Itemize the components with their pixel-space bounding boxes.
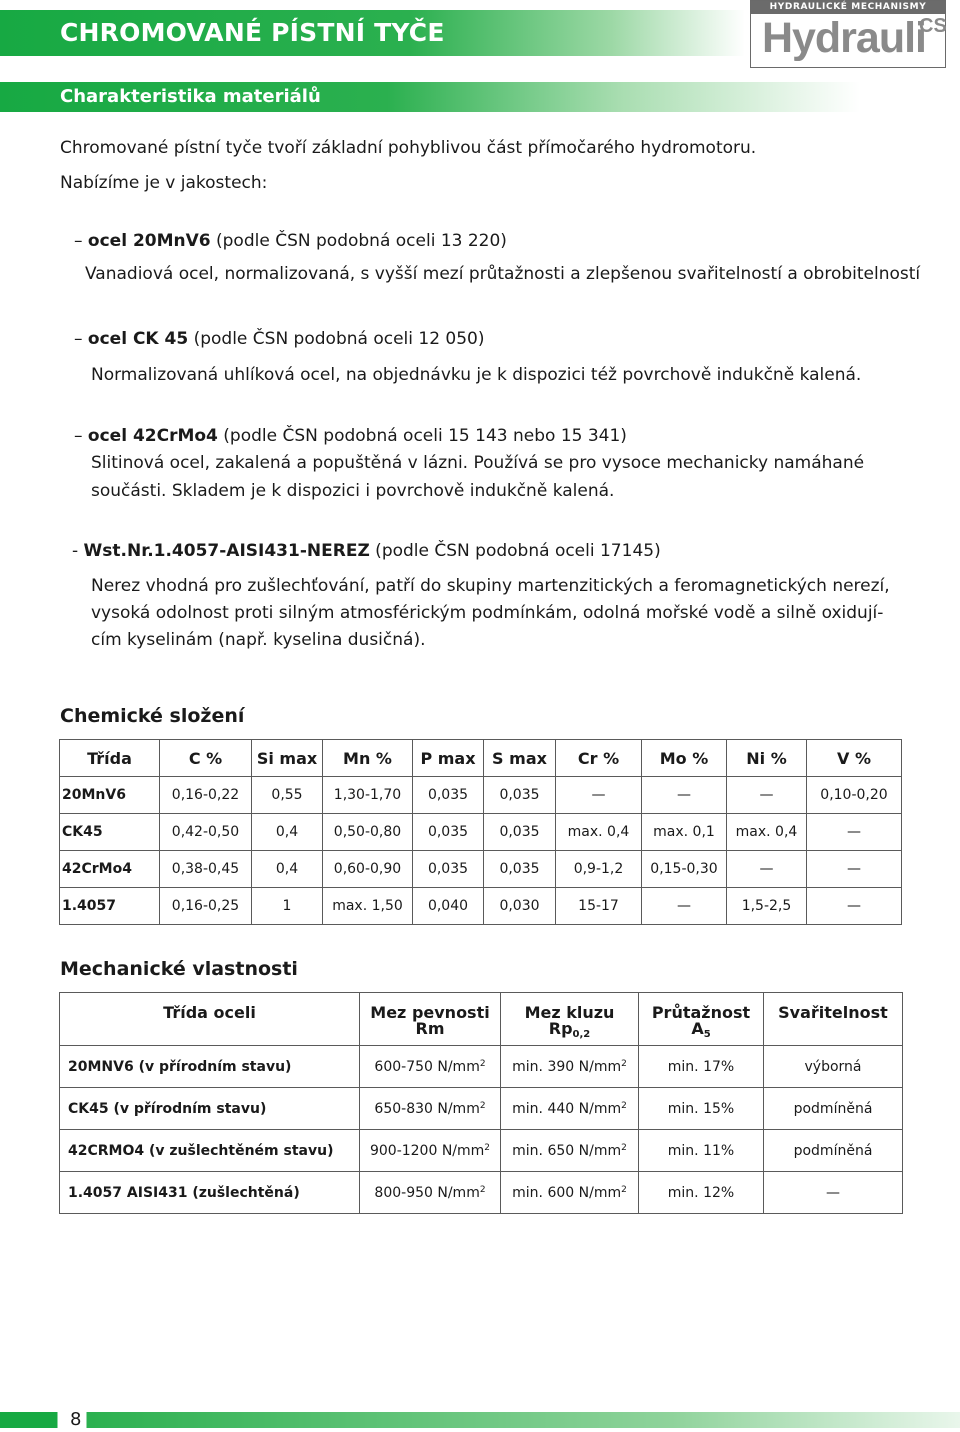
material-heading	[72, 541, 661, 561]
mech-header-text: Mez kluzu	[524, 1003, 615, 1022]
mech-header-text: Průtažnost	[651, 1003, 751, 1022]
material-prefix: –	[74, 426, 88, 446]
mech-value: 800-950 N/mm	[374, 1184, 480, 1201]
chem-cell: 0,42-0,50	[160, 814, 252, 851]
mech-cell-yield	[501, 1172, 639, 1214]
chem-cell: 0,15-0,30	[642, 851, 727, 888]
chem-header-row	[60, 740, 902, 777]
mech-section-title: Mechanické vlastnosti	[60, 958, 298, 980]
intro-line-1: Chromované pístní tyče tvoří základní pohyblivou část přímočarého hydromotoru.	[60, 138, 757, 158]
mech-cell-class: 1.4057 AISI431 (zušlechtěná)	[60, 1172, 360, 1214]
chem-cell: 0,4	[252, 814, 323, 851]
mech-cell-weldability: —	[764, 1172, 903, 1214]
chem-cell-grade: 42CrMo4	[60, 851, 160, 888]
chem-row	[60, 777, 902, 814]
chem-cell: max. 0,4	[556, 814, 642, 851]
material-prefix: –	[74, 231, 88, 251]
chem-cell: 0,035	[413, 814, 484, 851]
material-name: ocel 42CrMo4	[87, 426, 218, 446]
material-note: (podle ČSN podobná oceli 15 143 nebo 15 341)	[217, 426, 627, 446]
mech-table	[59, 992, 903, 1214]
material-name: Wst.Nr.1.4057-AISI431-NEREZ	[83, 541, 370, 561]
chem-cell: 0,10-0,20	[807, 777, 902, 814]
chem-cell: max. 0,1	[642, 814, 727, 851]
mech-header-tensile	[360, 993, 501, 1046]
chem-cell: 0,035	[413, 851, 484, 888]
mech-cell-weldability: výborná	[764, 1046, 903, 1088]
unit-superscript: 2	[621, 1100, 627, 1111]
chem-cell: 15-17	[556, 888, 642, 925]
chem-header-cell: Třída	[60, 740, 160, 777]
mech-cell-elongation: min. 11%	[639, 1130, 764, 1172]
mech-cell-tensile	[360, 1172, 501, 1214]
chem-cell: 0,38-0,45	[160, 851, 252, 888]
material-heading	[74, 231, 507, 251]
intro-line-2: Nabízíme je v jakostech:	[60, 173, 268, 193]
mech-row	[60, 1046, 903, 1088]
chem-row	[60, 888, 902, 925]
chem-cell: —	[807, 888, 902, 925]
chem-cell: —	[807, 851, 902, 888]
company-logo	[750, 0, 946, 68]
chem-header-cell: S max	[484, 740, 556, 777]
material-description: vysoká odolnost proti silným atmosférickým podmínkám, odolná mořské vodě a silně oxidují-	[91, 603, 884, 623]
mech-row	[60, 1172, 903, 1214]
material-note: (podle ČSN podobná oceli 13 220)	[210, 231, 507, 251]
chem-cell: 0,4	[252, 851, 323, 888]
chem-header-cell: C %	[160, 740, 252, 777]
chem-cell: 0,035	[484, 777, 556, 814]
mech-header-subscript: 0,2	[572, 1029, 591, 1040]
mech-cell-elongation: min. 15%	[639, 1088, 764, 1130]
material-prefix: -	[72, 541, 84, 561]
chem-cell: 1,5-2,5	[727, 888, 807, 925]
material-description: součásti. Skladem je k dispozici i povrchově indukčně kalená.	[91, 481, 615, 501]
mech-value: min. 390 N/mm	[512, 1058, 622, 1075]
logo-wordmark-text: Hydrauli	[761, 14, 926, 62]
mech-cell-elongation: min. 17%	[639, 1046, 764, 1088]
chem-cell: 0,9-1,2	[556, 851, 642, 888]
mech-header-text: Mez pevnosti	[370, 1003, 490, 1022]
chem-header-cell: P max	[413, 740, 484, 777]
logo-tagline: HYDRAULICKÉ MECHANISMY	[751, 1, 945, 14]
chem-cell: 0,030	[484, 888, 556, 925]
material-name: ocel 20MnV6	[87, 231, 211, 251]
chem-cell: 0,50-0,80	[323, 814, 413, 851]
chem-header-cell: Cr %	[556, 740, 642, 777]
mech-header-elongation	[639, 993, 764, 1046]
chem-cell: max. 1,50	[323, 888, 413, 925]
chem-cell: —	[642, 888, 727, 925]
unit-superscript: 2	[621, 1142, 627, 1153]
chem-header-cell: V %	[807, 740, 902, 777]
mech-header-subscript: 5	[703, 1029, 711, 1040]
material-name: ocel CK 45	[87, 329, 189, 349]
material-description: Slitinová ocel, zakalená a popuštěná v lázni. Používá se pro vysoce mechanicky namáhané	[91, 453, 865, 473]
chem-cell: 0,040	[413, 888, 484, 925]
mech-header-class: Třída oceli	[60, 993, 360, 1046]
chem-cell: 0,035	[413, 777, 484, 814]
mech-header-symbol: Rm	[415, 1019, 445, 1038]
mech-cell-class: 20MNV6 (v přírodním stavu)	[60, 1046, 360, 1088]
mech-header-row	[60, 993, 903, 1046]
chem-section-title: Chemické složení	[60, 705, 245, 727]
mech-cell-class: CK45 (v přírodním stavu)	[60, 1088, 360, 1130]
material-prefix: –	[74, 329, 88, 349]
section-title: Charakteristika materiálů	[60, 86, 321, 107]
chem-header-cell: Si max	[252, 740, 323, 777]
chem-header-cell: Mo %	[642, 740, 727, 777]
chem-header-cell: Ni %	[727, 740, 807, 777]
material-note: (podle ČSN podobná oceli 12 050)	[188, 329, 485, 349]
chem-cell-grade: 20MnV6	[60, 777, 160, 814]
chem-cell: —	[727, 851, 807, 888]
mech-header-symbol: Rp	[548, 1019, 573, 1038]
mech-row	[60, 1130, 903, 1172]
mech-header-weldability: Svařitelnost	[764, 993, 903, 1046]
material-description: Nerez vhodná pro zušlechťování, patří do skupiny martenzitických a feromagnetických nerezí,	[91, 576, 890, 596]
chem-cell-grade: 1.4057	[60, 888, 160, 925]
page-number: 8	[66, 1409, 85, 1430]
chem-cell: 0,16-0,25	[160, 888, 252, 925]
chem-row	[60, 814, 902, 851]
chem-row	[60, 851, 902, 888]
chem-cell: —	[556, 777, 642, 814]
material-description: cím kyselinám (např. kyselina dusičná).	[91, 630, 426, 650]
mech-value: min. 650 N/mm	[512, 1142, 622, 1159]
mech-cell-weldability: podmíněná	[764, 1130, 903, 1172]
chem-cell: 0,035	[484, 814, 556, 851]
chem-cell: 1	[252, 888, 323, 925]
unit-superscript: 2	[621, 1184, 627, 1195]
chem-cell: —	[727, 777, 807, 814]
mech-header-yield	[501, 993, 639, 1046]
unit-superscript: 2	[621, 1058, 627, 1069]
mech-value: min. 440 N/mm	[512, 1100, 622, 1117]
unit-superscript: 2	[479, 1058, 486, 1069]
chem-cell-grade: CK45	[60, 814, 160, 851]
mech-cell-class: 42CRMO4 (v zušlechtěném stavu)	[60, 1130, 360, 1172]
mech-row	[60, 1088, 903, 1130]
mech-cell-tensile	[360, 1046, 501, 1088]
mech-cell-tensile	[360, 1130, 501, 1172]
chem-header-cell: Mn %	[323, 740, 413, 777]
chem-cell: 0,55	[252, 777, 323, 814]
material-description: Vanadiová ocel, normalizovaná, s vyšší mezí průtažnosti a zlepšenou svařitelností a obrobitelností	[85, 264, 921, 284]
mech-value: 900-1200 N/mm	[369, 1142, 485, 1159]
material-heading	[74, 426, 627, 446]
chem-cell: 1,30-1,70	[323, 777, 413, 814]
mech-value: min. 600 N/mm	[512, 1184, 622, 1201]
mech-cell-tensile	[360, 1088, 501, 1130]
material-heading	[74, 329, 485, 349]
mech-cell-elongation: min. 12%	[639, 1172, 764, 1214]
chem-cell: —	[807, 814, 902, 851]
chem-cell: 0,16-0,22	[160, 777, 252, 814]
logo-wordmark	[751, 13, 926, 63]
chem-table	[59, 739, 902, 925]
logo-suffix: CS	[919, 15, 947, 37]
mech-value: 650-830 N/mm	[374, 1100, 480, 1117]
mech-cell-yield	[501, 1130, 639, 1172]
unit-superscript: 2	[484, 1142, 491, 1153]
mech-cell-yield	[501, 1088, 639, 1130]
chem-cell: max. 0,4	[727, 814, 807, 851]
material-note: (podle ČSN podobná oceli 17145)	[369, 541, 661, 561]
chem-cell: 0,035	[484, 851, 556, 888]
mech-cell-weldability: podmíněná	[764, 1088, 903, 1130]
page-title: CHROMOVANÉ PÍSTNÍ TYČE	[60, 18, 445, 47]
chem-cell: 0,60-0,90	[323, 851, 413, 888]
mech-cell-yield	[501, 1046, 639, 1088]
unit-superscript: 2	[479, 1184, 486, 1195]
mech-value: 600-750 N/mm	[374, 1058, 480, 1075]
material-description: Normalizovaná uhlíková ocel, na objednávku je k dispozici též povrchově indukčně kalená.	[91, 365, 862, 385]
unit-superscript: 2	[479, 1100, 486, 1111]
footer-banner	[0, 1412, 960, 1428]
mech-header-symbol: A	[691, 1019, 704, 1038]
chem-cell: —	[642, 777, 727, 814]
